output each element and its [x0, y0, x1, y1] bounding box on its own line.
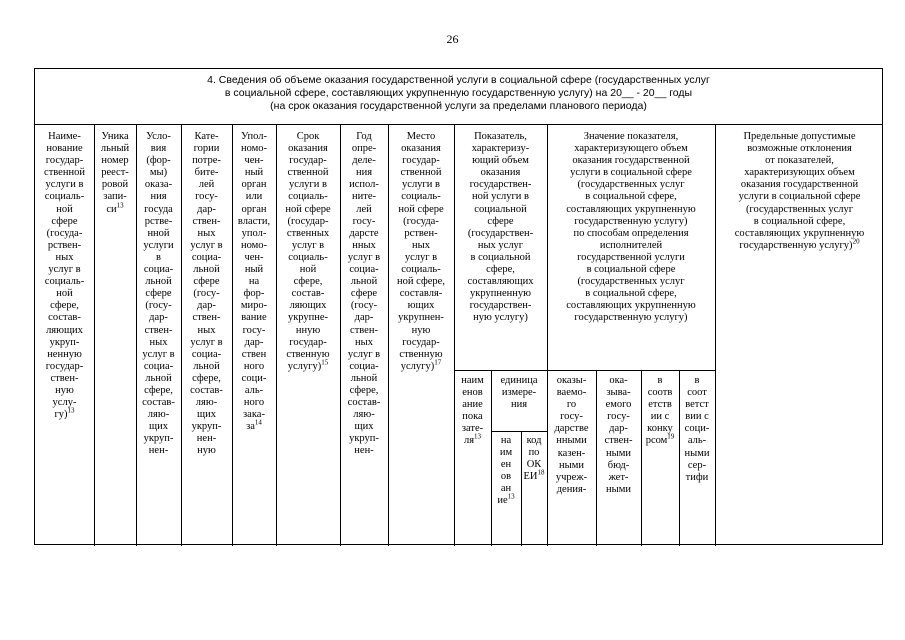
subheader-kazennye: оказы- ваемо- го госу- дарстве нными казен- ными учреж- дения-: [554, 375, 589, 495]
header-naimenovanie: Наиме- нование государ- ственной услуги в социаль- ной сфере (госуда- рствен- ных услуг в социаль- ной сфере, состав- ляющих укруп- ненную государ- ствен- ную услу- гу)$^{13}$: [44, 131, 85, 421]
subheader-byudzhetnye: ока- зыва- емого госу- дар- ствен- ными бюд- жет- ными: [604, 375, 633, 495]
header-kategorii: Кате- гории потре- бите- лей госу- дар- ствен- ных услуг в социа- льной сфере (госу- дар- ствен- ных услуг в социа- льной сфере, состав- ляю- щих укруп- нен- ную: [190, 131, 223, 457]
header-predelnye-otkloneniya: Предельные допустимые возможные отклонения от показателей, характеризующих объем оказания государственной услуги в социальной сфере (государственных услуг в социальной сфере, составляющих укрупненную государственную услугу)$^{20}$: [734, 131, 865, 251]
subheader-rule: [491, 431, 547, 432]
subheader-sertifikaty: в соот ветст вии с соци- аль- ными сер- тифи: [684, 375, 710, 483]
section-title-line3: (на срок оказания государственной услуги за пределами планового периода): [270, 100, 647, 112]
header-god: Год опре- деле- ния испол- ните- лей госу- дарсте нных услуг в социа- льной сфере (госу- дар- ствен- ных услуг в социа- льной сфере, состав- ляю- щих укруп- нен-: [347, 131, 381, 457]
subheader-edinica-kod-okei: код по ОК ЕИ$^{18}$: [523, 435, 545, 483]
header-znachenie: Значение показателя, характеризующего объем оказания государственной услуги в социальной сфере (государственных услуг в социальной сфере, составляющих укрупненную государственную услугу) по способам определения исполнителей государственной услуги в социальной сфере (государственных услуг в социальной сфере, составляющих укрупненную государственную услугу): [566, 131, 696, 324]
page-number: 26: [446, 32, 459, 46]
subheader-edinica-izmereniya: единица измере- ния: [500, 375, 538, 411]
subheader-naimenovanie-pokazatelya: наим енов ание пока зате- $ля^{13}$: [461, 375, 484, 447]
header-pokazatel: Показатель, характеризу- ющий объем оказания государствен- ной услуги в социальной сфере (государствен- ных услуг в социальной сфере, составляющих укрупненную государствен- ную услугу): [467, 131, 534, 324]
header-srok: Срок оказания государ- ственной услуги в социаль- ной сфере (государ- ственных услуг в социаль- ной сфере, состав- ляющих укрупне- нную государ- ственную услугу)$^{15}$: [285, 131, 331, 372]
header-unikalny-nomer: Уника льный номер реест- ровой запи- $си^{13}$: [100, 131, 130, 215]
section-title-line2: в социальной сфере, составляющих укрупненную государственную услугу) на 20__ - 20__ годы: [224, 87, 693, 99]
section-title: [35, 69, 882, 125]
subheader-edinica-naimenovanie: на им ен ов ан $ие^{13}$: [497, 435, 515, 507]
table-frame: [34, 68, 883, 545]
subheader-rule: [454, 370, 715, 371]
section-title-line1: 4. Сведения об объеме оказания государственной услуги в социальной сфере (государственных услуг: [207, 74, 710, 86]
header-mesto: Место оказания государ- ственной услуги в социаль- ной сфере (госуда- рствен- ных услуг в социаль- ной сфере, составля- ющих укрупнен- ную государ- ственную услугу)$^{17}$: [397, 131, 445, 372]
header-usloviya: Усло- вия (фор- мы) оказа- ния госуда рстве- нной услуги в социа- льной сфере (госу- дар- ствен- ных услуг в социа- льной сфере, состав- ляю- щих укруп- нен-: [142, 131, 175, 457]
header-upolnomochenny-organ: Упол- номо- чен- ный орган или орган власти, упол- номо- чен- ный на фор- миро- вание госу- дар- ствен ного соци- аль- ного зака- $за^{14}$: [237, 131, 271, 433]
subheader-konkurs: в соотв етств ии с конку рсом$^{19}$: [645, 375, 675, 447]
